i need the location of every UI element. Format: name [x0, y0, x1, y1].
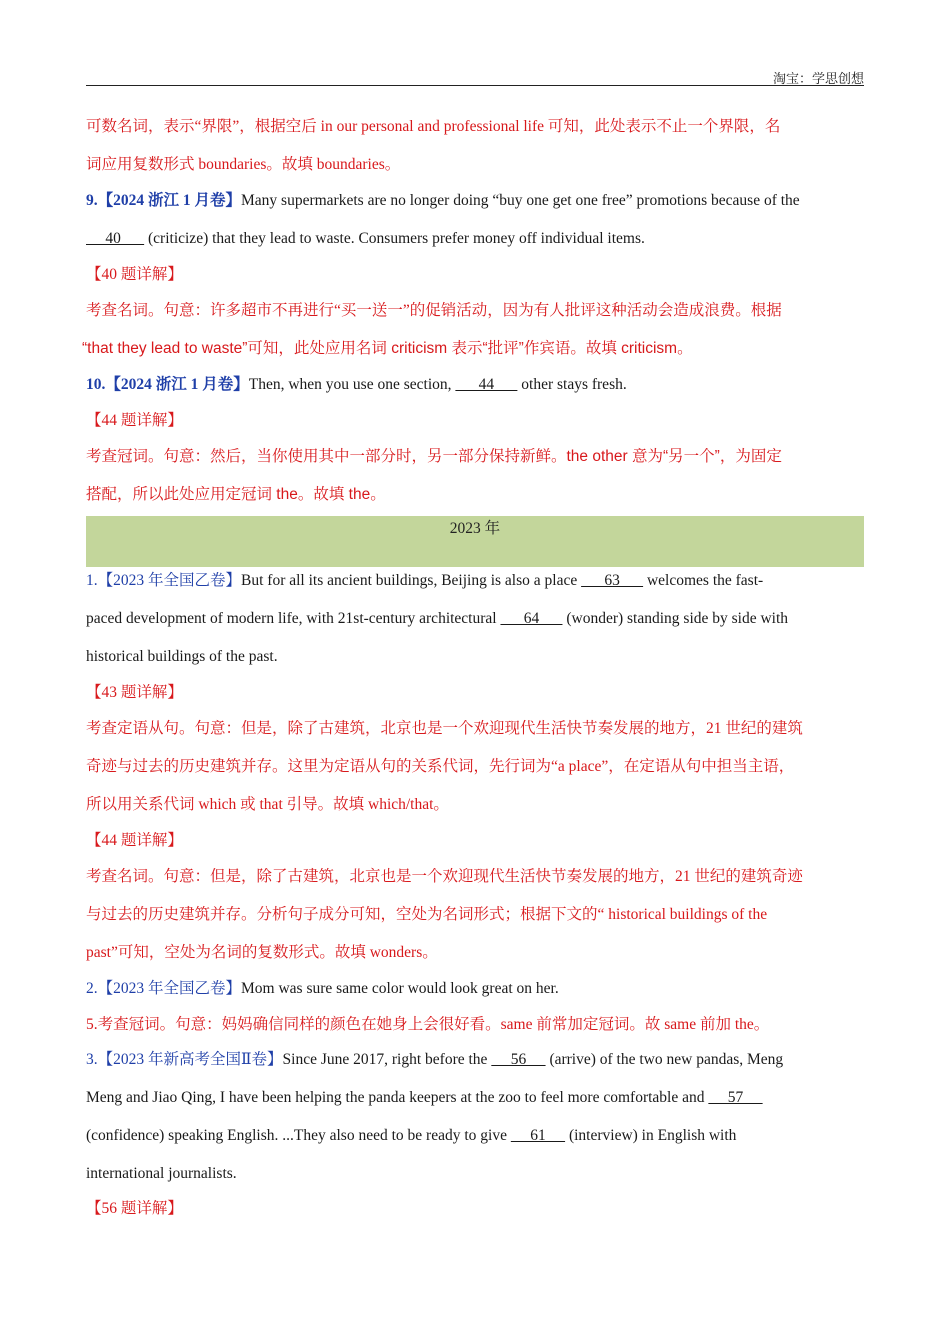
question-number: 3.	[86, 1051, 98, 1068]
detail-title: 【56 题详解】	[86, 1200, 183, 1217]
explanation-line: 与过去的历史建筑并存。分析句子成分可知，空处为名词形式；根据下文的“ historical buildings of the	[86, 906, 768, 923]
header-rule	[86, 85, 864, 86]
question-10	[86, 375, 627, 395]
answer-blank: 44	[455, 376, 518, 393]
question-9-cont	[86, 229, 645, 249]
question-number: 2.	[86, 980, 98, 997]
question-3-cont	[86, 1088, 763, 1108]
question-source: 【2024 浙江 1 月卷】	[97, 192, 242, 209]
explanation-line: 可数名词，表示“界限”，根据空后 in our personal and professional life 可知，此处表示不止一个界限，名	[86, 118, 781, 135]
detail-title: 【44 题详解】	[86, 832, 183, 849]
answer-blank: 40	[86, 230, 145, 247]
answer-blank: 64	[500, 610, 563, 627]
question-text: (confidence) speaking English. ...They also need to be ready to give	[86, 1127, 511, 1144]
explanation-line: 搭配，所以此处应用定冠词 the。故填 the。	[86, 486, 386, 503]
year-heading: 2023 年	[449, 520, 501, 537]
question-2	[86, 979, 559, 999]
question-text: Since June 2017, right before the	[282, 1051, 492, 1068]
question-text: paced development of modern life, with 21st-century architectural	[86, 610, 501, 627]
question-text: (wonder) standing side by side with	[562, 610, 789, 627]
question-text: Then, when you use one section,	[248, 376, 456, 393]
explanation-line: 5.考查冠词。句意：妈妈确信同样的颜色在她身上会很好看。same 前常加定冠词。故 same 前加 the。	[86, 1016, 770, 1033]
explanation-line: “that they lead to waste”可知，此处应用名词 criticism 表示“批评”作宾语。故填 criticism。	[82, 340, 693, 357]
question-text: (criticize) that they lead to waste. Consumers prefer money off individual items.	[144, 230, 645, 247]
explanation-line: 考查冠词。句意：然后，当你使用其中一部分时，另一部分保持新鲜。the other 意为“另一个”，为固定	[86, 448, 782, 465]
question-text: Mom was sure same color would look great on her.	[241, 980, 559, 997]
question-source: 【2023 年全国乙卷】	[97, 572, 242, 589]
explanation-line: 考查名词。句意：但是，除了古建筑，北京也是一个欢迎现代生活快节奏发展的地方，21 世纪的建筑奇迹	[86, 868, 803, 885]
explanation-line: 考查名词。句意：许多超市不再进行“买一送一”的促销活动，因为有人批评这种活动会造成浪费。根据	[86, 302, 782, 319]
question-source: 【2023 年全国乙卷】	[97, 980, 242, 997]
question-9	[86, 191, 800, 211]
detail-title: 【40 题详解】	[86, 266, 183, 283]
question-text: Many supermarkets are no longer doing “buy one get one free” promotions because of the	[241, 192, 800, 209]
question-text: (interview) in English with	[565, 1127, 737, 1144]
answer-blank: 56	[491, 1051, 546, 1068]
question-source: 【2023 年新高考全国Ⅱ卷】	[97, 1051, 283, 1068]
detail-title: 【44 题详解】	[86, 412, 183, 429]
explanation-line: 奇迹与过去的历史建筑并存。这里为定语从句的关系代词，先行词为“a place”，在定语从句中担当主语，	[86, 758, 795, 775]
question-3-cont	[86, 1126, 736, 1146]
question-text: But for all its ancient buildings, Beijing is also a place	[241, 572, 582, 589]
question-text: (arrive) of the two new pandas, Meng	[545, 1051, 784, 1068]
year-section-band	[86, 516, 864, 567]
answer-blank: 57	[708, 1089, 763, 1106]
question-1	[86, 571, 763, 591]
question-text: Meng and Jiao Qing, I have been helping the panda keepers at the zoo to feel more comfortable and	[86, 1089, 709, 1106]
explanation-line: 所以用关系代词 which 或 that 引导。故填 which/that。	[86, 796, 449, 813]
question-source: 【2024 浙江 1 月卷】	[105, 376, 249, 393]
question-number: 9.	[86, 192, 98, 209]
question-text: other stays fresh.	[517, 376, 627, 393]
question-number: 10.	[86, 376, 106, 393]
question-3	[86, 1050, 783, 1070]
question-text: international journalists.	[86, 1165, 237, 1182]
explanation-line: past”可知，空处为名词的复数形式。故填 wonders。	[86, 944, 438, 961]
detail-title: 【43 题详解】	[86, 684, 183, 701]
question-number: 1.	[86, 572, 98, 589]
answer-blank: 61	[510, 1127, 566, 1144]
answer-blank: 63	[581, 572, 644, 589]
header-source: 淘宝：学思创想	[772, 71, 864, 86]
question-text: historical buildings of the past.	[86, 648, 278, 665]
question-1-cont	[86, 609, 788, 629]
question-text: welcomes the fast-	[643, 572, 764, 589]
explanation-line: 考查定语从句。句意：但是，除了古建筑，北京也是一个欢迎现代生活快节奏发展的地方，21 世纪的建筑	[86, 720, 803, 737]
explanation-line: 词应用复数形式 boundaries。故填 boundaries。	[86, 156, 401, 173]
